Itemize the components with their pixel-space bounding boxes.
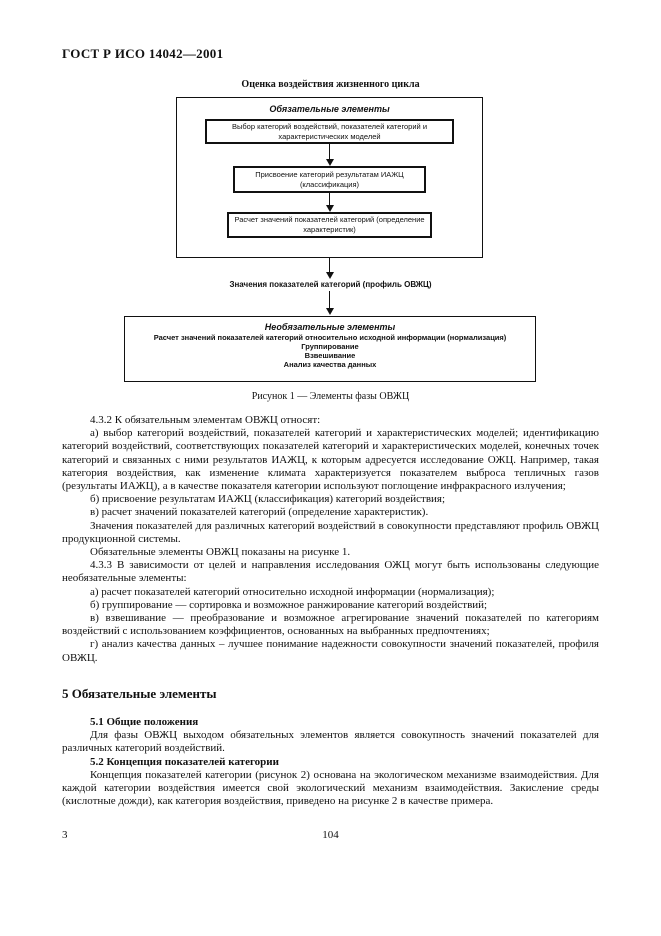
paragraph: в) расчет значений показателей категорий (определение характеристик). [90,506,429,519]
body-text-4-3 [62,414,599,665]
step-characterization-box [227,212,432,238]
paragraph: в) взвешивание — преобразование и возможное агрегирование значений показателей по категориям воздействий с использованием коэффициентов, основанных на выбранных предпочтениях; [62,612,599,638]
paragraph: Обязательные элементы ОВЖЦ показаны на рисунке 1. [90,546,351,559]
step-selection-box [205,119,454,144]
optional-item-normalization: Расчет значений показателей категорий относительно исходной информации (нормализация) [153,333,507,342]
body-text-section-5 [62,716,599,808]
optional-item-grouping: Группирование [301,342,359,351]
subsection-heading: 5.1 Общие положения [90,716,199,728]
paragraph: 4.3.3 В зависимости от целей и направления исследования ОЖЦ могут быть использованы следующие необязательные элементы: [62,559,599,585]
paragraph: а) расчет показателей категорий относительно исходной информации (нормализация); [90,585,495,598]
arrow-line-1 [329,144,330,159]
subsection-heading: 5.2 Концепция показателей категории [90,755,279,768]
paragraph: б) группирование — сортировка и возможное ранжирование категорий воздействий; [90,598,488,611]
step-selection-label: Выбор категорий воздействий, показателей категорий и характеристических моделей [231,121,428,141]
document-header: ГОСТ Р ИСО 14042—2001 [62,46,224,61]
optional-elements-title: Необязательные элементы [264,322,396,332]
step-classification-box [233,166,426,193]
page-number-center: 104 [322,829,339,841]
arrow-line-2 [329,193,330,205]
indicators-profile-label: Значения показателей категорий (профиль ОВЖЦ) [229,280,432,289]
optional-item-weighting: Взвешивание [304,351,356,360]
figure-caption: Рисунок 1 — Элементы фазы ОВЖЦ [251,391,410,402]
page-number-left: 3 [62,829,68,841]
arrowhead-3 [326,272,334,279]
optional-item-data-quality: Анализ качества данных [283,360,377,369]
step-characterization-label: Расчет значений показателей категорий (определение характеристик) [234,215,425,234]
paragraph: Значения показателей для различных категорий воздействий в совокупности представляют профиль ОВЖЦ продукционной системы. [62,519,599,545]
paragraph: 4.3.2 К обязательным элементам ОВЖЦ относят: [90,414,321,426]
step-classification-label: Присвоение категорий результатам ИАЖЦ (классификация) [255,169,404,189]
paragraph: Концепция показателей категории (рисунок 2) основана на экологическом механизме взаимодействия. Для каждой категории воздействия имеется свой экологический механизм взаимодействия. Закисление среды (кислотные дожди), как категория воздействия, приведено на рисунке 2 в качестве примера. [62,768,599,808]
section-5-heading-block [62,687,599,700]
arrow-line-4 [329,291,330,309]
diagram-title: Оценка воздействия жизненного цикла [241,79,420,90]
mandatory-elements-title: Обязательные элементы [269,104,390,114]
paragraph: Для фазы ОВЖЦ выходом обязательных элементов является совокупность значений показателей для различных категорий воздействий. [62,729,599,755]
arrowhead-1 [326,159,334,166]
paragraph: б) присвоение результатам ИАЖЦ (классификация) категорий воздействия; [90,493,446,506]
arrowhead-2 [326,205,334,212]
paragraph: г) анализ качества данных – лучшее понимание надежности совокупности значений показателей, профиля ОВЖЦ. [62,638,599,664]
optional-elements-box [124,316,536,382]
arrow-line-3 [329,258,330,273]
section-heading: 5 Обязательные элементы [62,686,217,701]
paragraph: а) выбор категорий воздействий, показателей категорий и характеристических моделей; идентификацию категорий воздействий, соответствующих показателей категорий и характеристических моделей, конечных точек категорий и связанных с ними результатов ИАЖЦ, к которым адресуется исследование ОЖЦ. Например, такая категория воздействия, как изменение климата характеризуется показателем выброса тепличных газов (результаты ИАЖЦ), а в качестве показателя категории используют поглощение инфракрасного излучения; [62,427,599,493]
arrowhead-4 [326,308,334,315]
